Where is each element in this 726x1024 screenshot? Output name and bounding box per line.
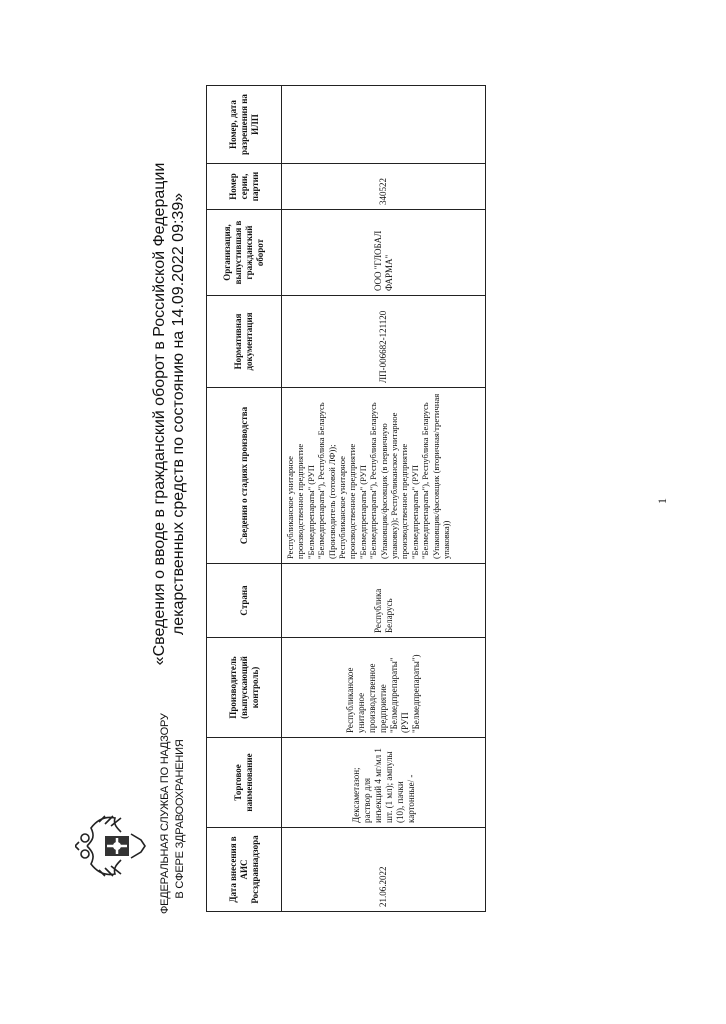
page-number: 1 — [655, 498, 669, 504]
cell-production-stages: Республиканское унитарное производственное предприятие "Белмедпрепараты" (РУП "Белмедпрепараты"), Республика Беларусь (Производитель (готовой ЛФ)); Республиканское унитарное производственное предприятие "Белмедпрепараты" (РУП "Белмедпрепараты"), Республика Беларусь (Упаковщик/фасовщик (в первичную упаковку)); Республиканское унитарное производственное предприятие "Белмедпрепараты" (РУП "Белмедпрепараты"), Республика Беларусь (Упаковщик/фасовщик (вторичная/третичная упаковка)) — [282, 388, 486, 564]
column-header: Организация, выпустившая в гражданский оборот — [207, 210, 282, 296]
org-line-2: В СФЕРЕ ЗДРАВООХРАНЕНИЯ — [174, 739, 186, 899]
cell-batch-number: 340522 — [282, 164, 486, 210]
cell-ilp-permit — [282, 86, 486, 164]
cell-country: Республика Беларусь — [282, 564, 486, 638]
table-row — [282, 86, 486, 912]
title-line-1: «Сведения о вводе в гражданский оборот в Российской Федерации — [151, 162, 168, 666]
org-line-1: ФЕДЕРАЛЬНАЯ СЛУЖБА ПО НАДЗОРУ — [159, 713, 171, 914]
document-title — [150, 134, 188, 694]
cell-manufacturer: Республиканское унитарное производственное предприятие "Белмедпрепараты" (РУП "Белмедпрепараты") — [282, 638, 486, 738]
column-header: Торговое наименование — [207, 738, 282, 828]
organization-header — [158, 713, 188, 914]
cell-trade-name: Дексаметазон; раствор для инъекций 4 мг/мл 1 шт. (1 мл); ампулы (10), пачки картонные/ - — [282, 738, 486, 828]
column-header: Производитель (выпускающий контроль) — [207, 638, 282, 738]
emblem-icon — [75, 806, 155, 886]
cell-normative-doc: ЛП-006682-121120 — [282, 296, 486, 388]
title-line-2: лекарственных средств по состоянию на 14.09.2022 09:39» — [170, 192, 187, 636]
column-header: Номер серии, партии — [207, 164, 282, 210]
column-header: Страна — [207, 564, 282, 638]
column-header: Номер, дата разрешения на ИЛП — [207, 86, 282, 164]
column-header: Дата внесения в АИС Росздравнадзора — [207, 828, 282, 912]
column-header: Нормативная документация — [207, 296, 282, 388]
register-table — [206, 85, 486, 912]
column-header: Сведения о стадиях производства — [207, 388, 282, 564]
cell-date: 21.06.2022 — [282, 828, 486, 912]
cell-organization: ООО "ГЛОБАЛ ФАРМА" — [282, 210, 486, 296]
table-header-row — [207, 86, 282, 912]
